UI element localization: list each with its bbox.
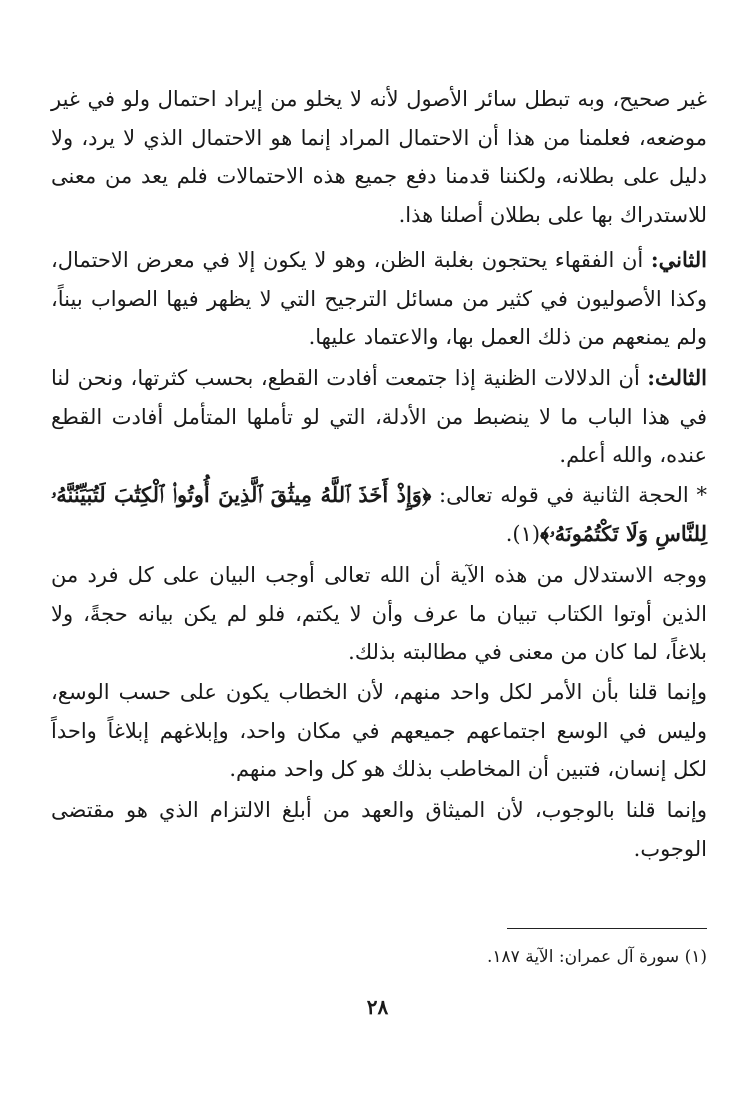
page-number: ٢٨ [366, 995, 389, 1019]
quran-verse: ﴿وَإِذْ أَخَذَ ٱللَّهُ مِيثَٰقَ ٱلَّذِينَ أُوتُوا۟ ٱلْكِتَٰبَ لَتُبَيِّنُنَّهُۥ لِلنَّاسِ وَلَا تَكْتُمُونَهُۥ﴾ [51, 482, 707, 546]
paragraph-3-text: أن الدلالات الظنية إذا جتمعت أفادت القطع، بحسب كثرتها، ونحن لنا في هذا الباب ما لا ينضبط من الأدلة، التي لو تأملها المتأمل أفادت القطع عنده، والله أعلم. [51, 366, 707, 467]
paragraph-3-lead: الثالث: [647, 365, 707, 390]
paragraph-3 [51, 359, 707, 475]
paragraph-4 [51, 476, 707, 553]
paragraph-2-lead: الثاني: [650, 247, 707, 272]
footnote-text: (١) سورة آل عمران: الآية ١٨٧. [486, 947, 707, 967]
paragraph-6-text: وإنما قلنا بأن الأمر لكل واحد منهم، لأن الخطاب يكون على حسب الوسع، وليس في الوسع اجتماعهم جميعهم في مكان واحد، وإبلاغهم إبلاغاً واحداً لكل إنسان، فتبين أن المخاطب بذلك هو كل واحد منهم. [51, 680, 707, 781]
paragraph-7-text: وإنما قلنا بالوجوب، لأن الميثاق والعهد من أبلغ الالتزام الذي هو مقتضى الوجوب. [51, 798, 707, 861]
paragraph-2 [51, 241, 707, 357]
footnote-reference: (١). [505, 521, 541, 546]
paragraph-5-text: ووجه الاستدلال من هذه الآية أن الله تعالى أوجب البيان على كل فرد من الذين أوتوا الكتاب تبيان ما عرف وأن لا يكتم، فلو لم يكن بيانه حجةً، ولا بلاغاً، لما كان من معنى في مطالبته بذلك. [51, 563, 707, 664]
paragraph-5 [51, 556, 707, 672]
footnote-divider [507, 928, 707, 929]
paragraph-1 [51, 80, 707, 234]
paragraph-2-text: أن الفقهاء يحتجون بغلبة الظن، وهو لا يكون إلا في معرض الاحتمال، وكذا الأصوليون في كثير من مسائل الترجيح التي لا يظهر فيها الصواب بيناً، ولم يمنعهم من ذلك العمل بها، والاعتماد عليها. [51, 248, 707, 349]
paragraph-1-text: غير صحيح، وبه تبطل سائر الأصول لأنه لا يخلو من إيراد احتمال ولو في غير موضعه، فعلمنا من هذا أن الاحتمال المراد إنما هو الاحتمال الذي لا يرد، ولا دليل على بطلانه، ولكننا قدمنا دفع جميع هذه الاحتمالات فلم يعد من معنى للاستدراك بها على بطلان أصلنا هذا. [51, 87, 707, 227]
paragraph-4-intro: * الحجة الثانية في قوله تعالى: [431, 483, 707, 507]
paragraph-6 [51, 673, 707, 789]
paragraph-7 [51, 791, 707, 868]
footnote [487, 945, 707, 969]
